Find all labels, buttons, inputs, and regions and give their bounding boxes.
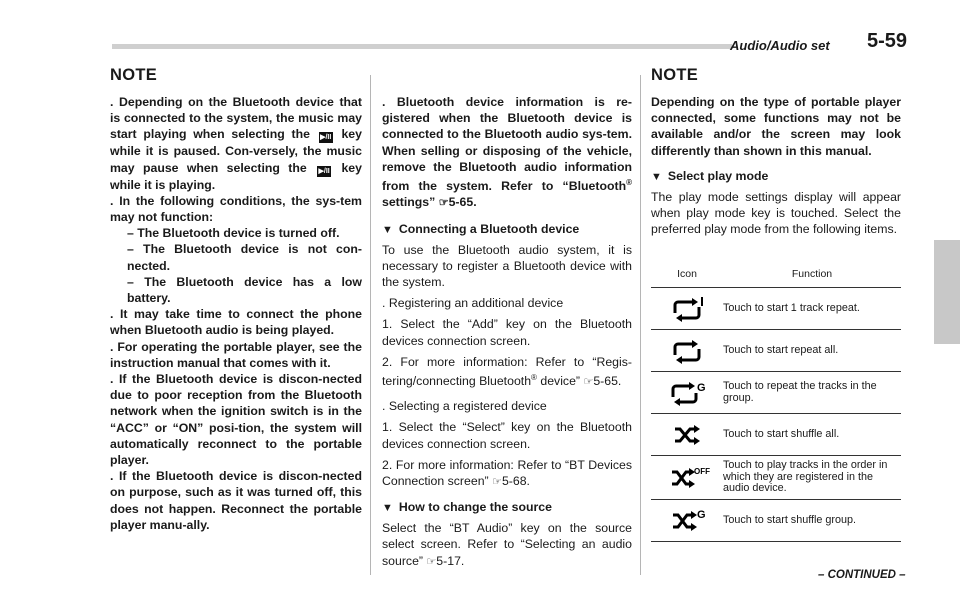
step: 1. Select the “Add” key on the Bluetooth devices connection screen. xyxy=(382,317,632,348)
repeat-all-icon xyxy=(667,337,707,365)
continued-label: – CONTINUED – xyxy=(818,569,906,581)
table-row xyxy=(651,288,901,330)
column-divider-2 xyxy=(640,75,641,575)
note-title: NOTE xyxy=(651,66,699,84)
play-pause-key-icon: ▶/II xyxy=(320,134,332,142)
reference-icon: ☞ xyxy=(438,197,449,210)
step: 2. For more information: Refer to “Regis-tering/connecting Bluetooth® device” ☞5-65. xyxy=(382,354,632,389)
note-item-3: . It may take time to connect the phone when Bluetooth audio is being played. xyxy=(110,307,362,338)
repeat-one-icon xyxy=(667,295,707,323)
shuffle-off-icon xyxy=(667,464,710,492)
sub-item: . Registering an additional device xyxy=(382,296,564,311)
column-right xyxy=(651,66,901,237)
function-text: Touch to play tracks in the order in which they are registered in the audio device. xyxy=(723,456,901,500)
note-item-4: . For operating the portable player, see the instruction manual that comes with it. xyxy=(110,339,362,370)
triangle-marker-icon: ▼ xyxy=(651,170,662,183)
heading-select-play-mode: ▼ Select play mode xyxy=(651,168,769,183)
step: 1. Select the “Select” key on the Bluetooth devices connection screen. xyxy=(382,420,632,451)
note-item-5: . If the Bluetooth device is discon-nected due to poor reception from the Bluetooth network when the ignition switch is in the “ACC” or “ON” posi-tion, the system will automatically reconnect to the portable player. xyxy=(110,372,362,468)
sub-item: . Selecting a registered device xyxy=(382,399,547,414)
body-text: Select the “BT Audio” key on the source select screen. Refer to “Selecting an audio source” ☞5-17. xyxy=(382,521,632,568)
body-text: To use the Bluetooth audio system, it is necessary to register a Bluetooth device with the system. xyxy=(382,242,632,289)
note-text: Depending on the type of portable player connected, some functions may not be available and/or the screen may look differently than shown in this manual. xyxy=(651,95,901,158)
function-text: Touch to start 1 track repeat. xyxy=(723,288,901,330)
table-row xyxy=(651,372,901,414)
reference-icon: ☞ xyxy=(426,555,437,568)
body-text: The play mode settings display will appear when play mode key is touched. Select the preferred play mode from the following items. xyxy=(651,189,901,237)
table-row xyxy=(651,330,901,372)
note-title: NOTE xyxy=(110,66,158,84)
table-row xyxy=(651,456,901,500)
condition-2: – The Bluetooth device is not con-nected. xyxy=(127,242,362,273)
play-pause-key-icon: ▶/II xyxy=(318,167,330,175)
triangle-marker-icon: ▼ xyxy=(382,502,393,515)
column-middle xyxy=(382,94,632,570)
note-item-2: . In the following conditions, the sys-tem may not function: xyxy=(110,193,362,225)
repeat-group-icon xyxy=(667,379,707,407)
table-row xyxy=(651,414,901,456)
header-icon: Icon xyxy=(651,265,723,288)
triangle-marker-icon: ▼ xyxy=(382,223,393,236)
function-text: Touch to start shuffle group. xyxy=(723,500,901,542)
note-item-1: . Depending on the Bluetooth device that is connected to the system, the music may start playing when selecting the ▶/II key while it is paused. Con-versely, the music may pause when selecting the ▶/II key while it is playing. xyxy=(110,95,362,192)
svg-text:G: G xyxy=(697,508,706,521)
function-text: Touch to start repeat all. xyxy=(723,330,901,372)
heading-connecting-device: ▼ Connecting a Bluetooth device xyxy=(382,221,580,236)
column-left xyxy=(110,66,362,533)
note-item-6: . If the Bluetooth device is discon-nected on purpose, such as it was turned off, this does not happen. Reconnect the portable player manu-ally. xyxy=(110,469,362,532)
column-divider-1 xyxy=(370,75,371,575)
shuffle-all-icon xyxy=(667,421,707,449)
svg-text:OFF: OFF xyxy=(694,466,710,476)
reference-icon: ☞ xyxy=(583,376,594,389)
page-number: 5-59 xyxy=(867,30,908,52)
shuffle-group-icon xyxy=(667,507,707,535)
reference-icon: ☞ xyxy=(492,476,502,489)
play-mode-table xyxy=(651,265,901,542)
chapter-tab xyxy=(934,240,960,344)
function-text: Touch to start shuffle all. xyxy=(723,414,901,456)
heading-change-source: ▼ How to change the source xyxy=(382,500,552,515)
note-item-7: . Bluetooth device information is re-gistered when the Bluetooth device is connected to the Bluetooth audio sys-tem. When selling or disposing of the vehicle, remove the Bluetooth audio information from the system. Refer to “Bluetooth® settings” ☞5-65. xyxy=(382,95,632,210)
table-row xyxy=(651,500,901,542)
step: 2. For more information: Refer to “BT Devices Connection screen” ☞5-68. xyxy=(382,457,632,489)
condition-1: – The Bluetooth device is turned off. xyxy=(127,226,340,241)
header-function: Function xyxy=(723,265,901,288)
header-rule xyxy=(112,44,732,49)
condition-3: – The Bluetooth device has a low battery. xyxy=(127,274,362,306)
section-title: Audio/Audio set xyxy=(730,38,830,53)
svg-text:G: G xyxy=(697,381,706,394)
function-text: Touch to repeat the tracks in the group. xyxy=(723,372,901,414)
